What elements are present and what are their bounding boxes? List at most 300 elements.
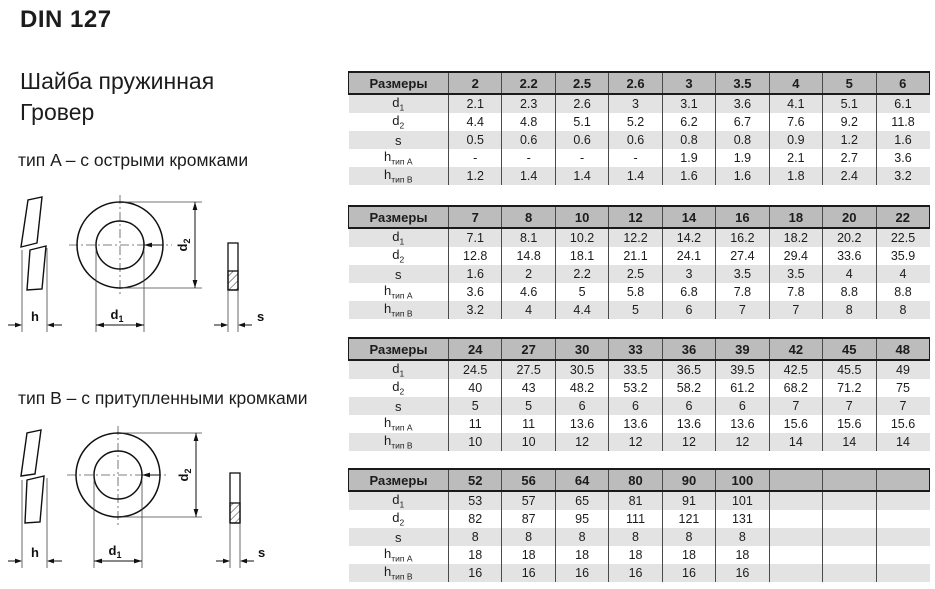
value-cell (769, 564, 822, 582)
s-label: s (258, 545, 266, 560)
size-header (769, 469, 822, 491)
value-cell: 12.8 (449, 247, 502, 265)
row-label: $d_1$ (392, 95, 405, 113)
value-cell: 14 (823, 433, 876, 451)
value-cell: 6 (609, 397, 662, 415)
value-cell: 12.2 (609, 228, 662, 247)
value-cell: 22.5 (876, 228, 930, 247)
size-header: 6 (876, 72, 930, 94)
size-header: 80 (609, 469, 662, 491)
value-cell: 33.5 (609, 360, 662, 379)
type-a-top-view (69, 195, 172, 296)
value-cell: 2.4 (823, 167, 876, 185)
value-cell: 6.1 (876, 94, 930, 113)
row-label: $h_{тип A}$ (383, 283, 413, 301)
split-mark (144, 243, 152, 248)
value-cell: 8 (716, 528, 769, 546)
value-cell: 0.5 (449, 131, 502, 149)
type-a-caption: тип A – с острыми кромками (18, 150, 249, 170)
value-cell: 27.5 (502, 360, 555, 379)
type-b-section-view (216, 473, 265, 568)
table-row (349, 301, 930, 319)
value-cell (769, 510, 822, 528)
value-cell: 29.4 (769, 247, 822, 265)
value-cell: 18 (609, 546, 662, 564)
row-label: $h_{тип B}$ (383, 433, 413, 451)
value-cell: 4 (876, 265, 930, 283)
value-cell (823, 528, 876, 546)
value-cell: 15.6 (769, 415, 822, 433)
table-row (349, 360, 930, 379)
value-cell: 10 (502, 433, 555, 451)
value-cell (823, 510, 876, 528)
size-header: 30 (555, 338, 608, 360)
value-cell: 8 (502, 528, 555, 546)
value-cell: - (609, 149, 662, 167)
value-cell (823, 564, 876, 582)
value-cell: 87 (502, 510, 555, 528)
dimension-table-4 (348, 468, 930, 582)
row-label: $d_1$ (392, 492, 405, 510)
value-cell: 0.6 (609, 131, 662, 149)
size-header: 12 (609, 206, 662, 228)
value-cell: 14.8 (502, 247, 555, 265)
value-cell: 24.5 (449, 360, 502, 379)
size-header: 2 (449, 72, 502, 94)
value-cell: 3 (662, 265, 715, 283)
size-header: 2.2 (502, 72, 555, 94)
value-cell: 0.6 (502, 131, 555, 149)
value-cell: 5.1 (823, 94, 876, 113)
value-cell: 3.5 (716, 265, 769, 283)
value-cell: 10 (449, 433, 502, 451)
h-label: h (31, 309, 39, 324)
value-cell (876, 510, 930, 528)
row-label: $h_{тип B}$ (383, 167, 413, 185)
value-cell: 15.6 (823, 415, 876, 433)
value-cell: 16 (662, 564, 715, 582)
type-b-side-view (21, 430, 44, 523)
value-cell: 6.2 (662, 113, 715, 131)
corner-header: Размеры (349, 72, 449, 94)
table-row (349, 433, 930, 451)
corner-header: Размеры (349, 206, 449, 228)
type-a-side-view (21, 197, 46, 290)
row-label: $h_{тип A}$ (383, 149, 413, 167)
type-a-drawing (5, 188, 275, 340)
value-cell: 13.6 (555, 415, 608, 433)
row-label: s (395, 398, 402, 414)
value-cell: 1.6 (449, 265, 502, 283)
value-cell (876, 528, 930, 546)
size-header: 18 (769, 206, 822, 228)
value-cell: 53.2 (609, 379, 662, 397)
value-cell: 61.2 (716, 379, 769, 397)
d2-label: $d_2$ (176, 468, 193, 482)
header-row (349, 206, 930, 228)
size-header: 52 (449, 469, 502, 491)
value-cell: 81 (609, 491, 662, 510)
value-cell: 1.6 (662, 167, 715, 185)
value-cell: 1.9 (662, 149, 715, 167)
value-cell: 7 (823, 397, 876, 415)
value-cell: 40 (449, 379, 502, 397)
size-header: 90 (662, 469, 715, 491)
product-name (20, 66, 214, 128)
row-label: $d_2$ (392, 247, 405, 265)
value-cell: 16 (716, 564, 769, 582)
value-cell: 4.1 (769, 94, 822, 113)
value-cell: 24.1 (662, 247, 715, 265)
row-label: s (395, 266, 402, 282)
value-cell: 12 (662, 433, 715, 451)
value-cell: 11 (449, 415, 502, 433)
value-cell: 2.3 (502, 94, 555, 113)
value-cell: 1.4 (609, 167, 662, 185)
value-cell: 3 (609, 94, 662, 113)
size-header: 33 (609, 338, 662, 360)
value-cell: 18 (662, 546, 715, 564)
value-cell: 18 (716, 546, 769, 564)
table-body (349, 360, 930, 451)
table-row (349, 564, 930, 582)
size-header: 16 (716, 206, 769, 228)
h-label: h (31, 545, 39, 560)
dimension-table-1 (348, 71, 930, 185)
value-cell: 48.2 (555, 379, 608, 397)
size-header: 27 (502, 338, 555, 360)
value-cell: 7.6 (769, 113, 822, 131)
value-cell: 3.1 (662, 94, 715, 113)
value-cell: 131 (716, 510, 769, 528)
table-head (349, 206, 930, 228)
value-cell: 7.1 (449, 228, 502, 247)
value-cell: - (555, 149, 608, 167)
product-name-line1: Шайба пружинная (20, 68, 215, 94)
table-row (349, 228, 930, 247)
value-cell: 6 (662, 301, 715, 319)
value-cell: 5 (502, 397, 555, 415)
value-cell: 18.2 (769, 228, 822, 247)
value-cell (876, 564, 930, 582)
value-cell: 4.4 (449, 113, 502, 131)
value-cell: 53 (449, 491, 502, 510)
row-label: $h_{тип A}$ (383, 546, 413, 564)
size-header: 48 (876, 338, 930, 360)
value-cell: 1.4 (502, 167, 555, 185)
value-cell: 7 (716, 301, 769, 319)
row-label: $d_2$ (392, 113, 405, 131)
value-cell: 12 (716, 433, 769, 451)
header-row (349, 338, 930, 360)
table-body (349, 491, 930, 582)
value-cell: 33.6 (823, 247, 876, 265)
s-label: s (257, 309, 265, 324)
table-row (349, 397, 930, 415)
size-header: 14 (662, 206, 715, 228)
page-title: DIN 127 (20, 6, 112, 33)
value-cell: 68.2 (769, 379, 822, 397)
value-cell: 43 (502, 379, 555, 397)
value-cell: 16.2 (716, 228, 769, 247)
value-cell: 14 (876, 433, 930, 451)
value-cell: 8.8 (876, 283, 930, 301)
row-label: $d_2$ (392, 510, 405, 528)
value-cell: 4 (502, 301, 555, 319)
value-cell: 3.6 (716, 94, 769, 113)
value-cell: 1.8 (769, 167, 822, 185)
row-label: $h_{тип A}$ (383, 415, 413, 433)
value-cell: 57 (502, 491, 555, 510)
value-cell: 16 (609, 564, 662, 582)
value-cell: 0.6 (555, 131, 608, 149)
table-head (349, 72, 930, 94)
value-cell: 16 (502, 564, 555, 582)
value-cell: 45.5 (823, 360, 876, 379)
value-cell (769, 491, 822, 510)
value-cell: 5 (609, 301, 662, 319)
dimension-table-3 (348, 337, 930, 451)
value-cell: 82 (449, 510, 502, 528)
value-cell: 2.6 (555, 94, 608, 113)
size-header (823, 469, 876, 491)
row-label: $d_2$ (392, 379, 405, 397)
table-row (349, 491, 930, 510)
value-cell: 18 (555, 546, 608, 564)
value-cell: 16 (555, 564, 608, 582)
value-cell: 2.5 (609, 265, 662, 283)
value-cell: 30.5 (555, 360, 608, 379)
value-cell: 6 (716, 397, 769, 415)
value-cell: 1.4 (555, 167, 608, 185)
value-cell: 3.2 (449, 301, 502, 319)
value-cell: 3.5 (769, 265, 822, 283)
value-cell: 3.6 (449, 283, 502, 301)
size-header: 3 (662, 72, 715, 94)
table-row (349, 510, 930, 528)
value-cell: - (502, 149, 555, 167)
value-cell: 8 (555, 528, 608, 546)
value-cell: 1.9 (716, 149, 769, 167)
type-a-section-view (214, 243, 264, 332)
value-cell: 7 (769, 397, 822, 415)
value-cell: 11 (502, 415, 555, 433)
row-label: s (395, 529, 402, 545)
row-label: $d_1$ (392, 229, 405, 247)
value-cell: 0.8 (662, 131, 715, 149)
size-header: 56 (502, 469, 555, 491)
table-body (349, 228, 930, 319)
value-cell: 5 (555, 283, 608, 301)
size-header: 3.5 (716, 72, 769, 94)
value-cell: 13.6 (662, 415, 715, 433)
value-cell: 21.1 (609, 247, 662, 265)
value-cell (769, 528, 822, 546)
value-cell: 12 (555, 433, 608, 451)
size-header: 100 (716, 469, 769, 491)
value-cell: 101 (716, 491, 769, 510)
value-cell: 49 (876, 360, 930, 379)
split-mark (142, 473, 150, 478)
value-cell (823, 491, 876, 510)
table-row (349, 94, 930, 113)
value-cell (876, 546, 930, 564)
value-cell: 12 (609, 433, 662, 451)
value-cell: 4.6 (502, 283, 555, 301)
value-cell: 2 (502, 265, 555, 283)
table-row (349, 415, 930, 433)
value-cell: 27.4 (716, 247, 769, 265)
size-header (876, 469, 930, 491)
value-cell: 6.8 (662, 283, 715, 301)
value-cell (876, 491, 930, 510)
value-cell: 1.6 (716, 167, 769, 185)
value-cell: 4.8 (502, 113, 555, 131)
value-cell: 8 (823, 301, 876, 319)
value-cell: 16 (449, 564, 502, 582)
table-row (349, 149, 930, 167)
size-header: 7 (449, 206, 502, 228)
corner-header: Размеры (349, 338, 449, 360)
value-cell: 3.2 (876, 167, 930, 185)
table-body (349, 94, 930, 185)
value-cell: 18.1 (555, 247, 608, 265)
size-header: 5 (823, 72, 876, 94)
type-b-caption: тип B – с притупленными кромками (18, 388, 308, 408)
value-cell: 111 (609, 510, 662, 528)
value-cell: 7 (876, 397, 930, 415)
value-cell: 8 (662, 528, 715, 546)
table-head (349, 469, 930, 491)
value-cell: 36.5 (662, 360, 715, 379)
table-row (349, 528, 930, 546)
value-cell: 75 (876, 379, 930, 397)
size-header: 10 (555, 206, 608, 228)
table-row (349, 379, 930, 397)
size-header: 4 (769, 72, 822, 94)
value-cell: 1.2 (823, 131, 876, 149)
value-cell: 5 (449, 397, 502, 415)
value-cell: 2.1 (769, 149, 822, 167)
value-cell: 18 (449, 546, 502, 564)
value-cell: 2.2 (555, 265, 608, 283)
value-cell: 2.7 (823, 149, 876, 167)
size-header: 2.6 (609, 72, 662, 94)
row-label: s (395, 132, 402, 148)
value-cell: 14 (769, 433, 822, 451)
corner-header: Размеры (349, 469, 449, 491)
value-cell: 8 (876, 301, 930, 319)
value-cell: 58.2 (662, 379, 715, 397)
d2-label: $d_2$ (175, 238, 192, 252)
table-row (349, 247, 930, 265)
value-cell: 13.6 (609, 415, 662, 433)
value-cell: 5.2 (609, 113, 662, 131)
value-cell: 5.8 (609, 283, 662, 301)
value-cell: 11.8 (876, 113, 930, 131)
value-cell: 10.2 (555, 228, 608, 247)
value-cell: 95 (555, 510, 608, 528)
value-cell: 8.8 (823, 283, 876, 301)
value-cell: 0.9 (769, 131, 822, 149)
value-cell: 65 (555, 491, 608, 510)
value-cell: 2.1 (449, 94, 502, 113)
value-cell: 5.1 (555, 113, 608, 131)
value-cell: - (449, 149, 502, 167)
value-cell: 15.6 (876, 415, 930, 433)
table-row (349, 283, 930, 301)
value-cell: 13.6 (716, 415, 769, 433)
value-cell: 8 (609, 528, 662, 546)
value-cell: 4.4 (555, 301, 608, 319)
value-cell: 91 (662, 491, 715, 510)
size-header: 24 (449, 338, 502, 360)
row-label: $h_{тип B}$ (383, 564, 413, 582)
row-label: $h_{тип B}$ (383, 301, 413, 319)
size-header: 8 (502, 206, 555, 228)
value-cell: 6.7 (716, 113, 769, 131)
table-row (349, 167, 930, 185)
value-cell: 8 (449, 528, 502, 546)
value-cell (769, 546, 822, 564)
row-label: $d_1$ (392, 361, 405, 379)
value-cell: 7.8 (769, 283, 822, 301)
table-row (349, 265, 930, 283)
size-header: 20 (823, 206, 876, 228)
d1-label: $d_1$ (110, 307, 124, 324)
value-cell: 8.1 (502, 228, 555, 247)
header-row (349, 72, 930, 94)
value-cell: 9.2 (823, 113, 876, 131)
value-cell: 1.6 (876, 131, 930, 149)
table-row (349, 113, 930, 131)
size-header: 42 (769, 338, 822, 360)
size-header: 64 (555, 469, 608, 491)
value-cell: 35.9 (876, 247, 930, 265)
value-cell: 7.8 (716, 283, 769, 301)
size-header: 2.5 (555, 72, 608, 94)
header-row (349, 469, 930, 491)
value-cell: 20.2 (823, 228, 876, 247)
size-header: 22 (876, 206, 930, 228)
value-cell: 6 (555, 397, 608, 415)
size-header: 39 (716, 338, 769, 360)
dimension-table-2 (348, 205, 930, 319)
table-head (349, 338, 930, 360)
table-row (349, 131, 930, 149)
value-cell: 3.6 (876, 149, 930, 167)
value-cell: 0.8 (716, 131, 769, 149)
size-header: 36 (662, 338, 715, 360)
value-cell: 42.5 (769, 360, 822, 379)
value-cell: 7 (769, 301, 822, 319)
value-cell: 6 (662, 397, 715, 415)
table-row (349, 546, 930, 564)
value-cell: 14.2 (662, 228, 715, 247)
value-cell: 121 (662, 510, 715, 528)
product-name-line2: Гровер (20, 99, 95, 125)
value-cell: 18 (502, 546, 555, 564)
type-b-top-view (67, 426, 169, 526)
size-header: 45 (823, 338, 876, 360)
value-cell: 4 (823, 265, 876, 283)
value-cell: 39.5 (716, 360, 769, 379)
d1-label: $d_1$ (108, 543, 122, 560)
value-cell: 71.2 (823, 379, 876, 397)
value-cell (823, 546, 876, 564)
type-b-drawing (5, 420, 275, 578)
value-cell: 1.2 (449, 167, 502, 185)
